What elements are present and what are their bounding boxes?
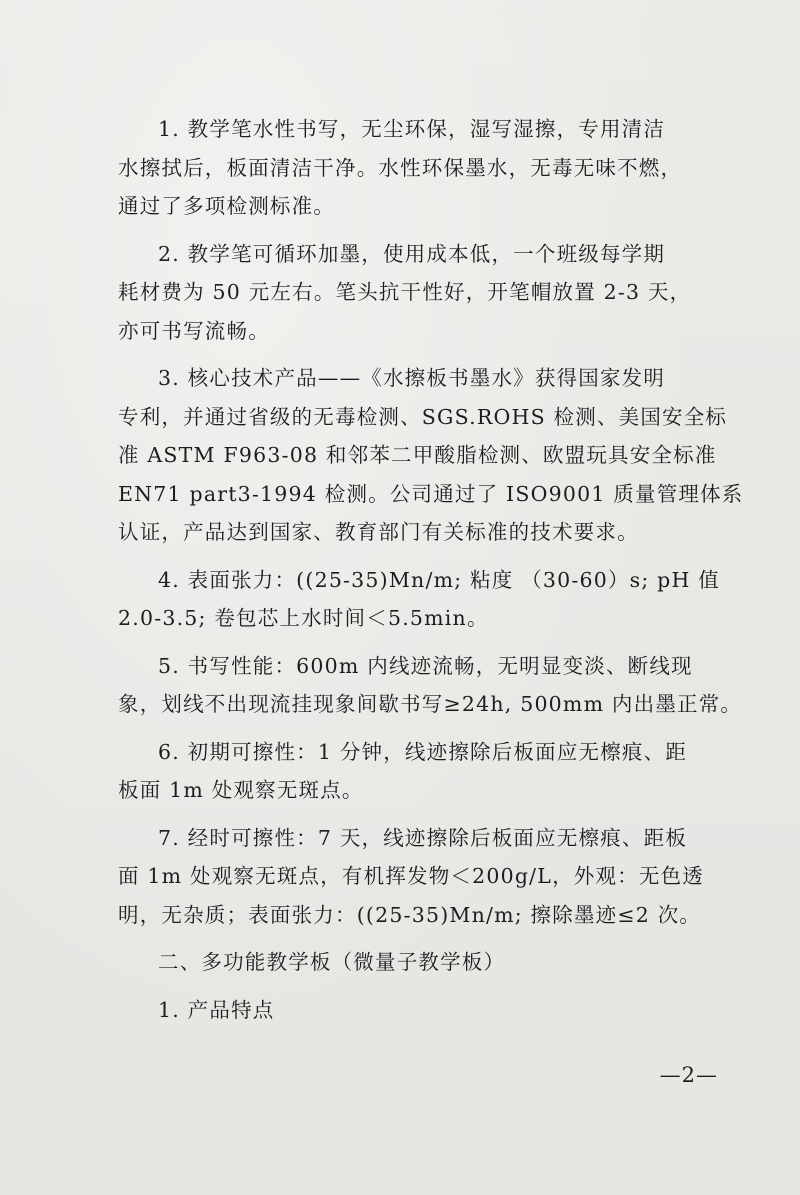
sub-heading: 1. 产品特点 [158, 997, 275, 1022]
paragraph-line: 面 1m 处观察无斑点，有机挥发物＜200g/L，外观：无色透 [118, 864, 704, 888]
document-body [118, 110, 744, 1038]
paragraph-5 [118, 647, 743, 724]
paragraph-line: 板面 1m 处观察无斑点。 [118, 778, 364, 802]
paragraph-line: 2. 教学笔可循环加墨，使用成本低，一个班级每学期 [158, 241, 666, 266]
paragraph-line: 认证，产品达到国家、教育部门有关标准的技术要求。 [118, 520, 639, 544]
paragraph-line: 准 ASTM F963-08 和邻苯二甲酸脂检测、欧盟玩具安全标准 [118, 443, 717, 467]
paragraph-line: 5. 书写性能：600m 内线迹流畅，无明显变淡、断线现 [158, 653, 693, 678]
paragraph-line: 2.0-3.5; 卷包芯上水时间＜5.5min。 [118, 606, 489, 630]
paragraph-line: 耗材费为 50 元左右。笔头抗干性好，开笔帽放置 2-3 天， [118, 280, 692, 304]
paragraph-line: 7. 经时可擦性：7 天，线迹擦除后板面应无檫痕、距板 [158, 825, 688, 850]
paragraph-line: 通过了多项检测标准。 [118, 194, 335, 218]
paragraph-line: 4. 表面张力：((25-35)Mn/m; 粘度 （30-60）s; pH 值 [158, 567, 721, 592]
section-heading: 二、多功能教学板（微量子教学板） [158, 950, 506, 974]
paragraph-2 [118, 235, 720, 351]
paragraph-line: EN71 part3-1994 检测。公司通过了 ISO9001 质量管理体系 [118, 481, 744, 506]
paragraph-line: 1. 教学笔水性书写，无尘环保，湿写湿擦，专用清洁 [158, 117, 666, 141]
paragraph-line: 3. 核心技术产品——《水擦板书墨水》获得国家发明 [158, 366, 666, 390]
paragraph-1 [118, 110, 720, 226]
paragraph-line: 明，无杂质；表面张力：((25-35)Mn/m; 擦除墨迹≤2 次。 [118, 902, 702, 927]
paragraph-6 [118, 733, 720, 810]
page-number: —2— [659, 1063, 718, 1087]
paragraph-line: 专利，并通过省级的无毒检测、SGS.ROHS 检测、美国安全标 [118, 404, 728, 429]
paragraph-line: 亦可书写流畅。 [118, 318, 270, 343]
paragraph-7 [118, 819, 720, 935]
paragraph-4 [118, 561, 720, 638]
paragraph-line: 6. 初期可擦性：1 分钟，线迹擦除后板面应无檫痕、距 [158, 739, 688, 764]
paragraph-3 [118, 359, 744, 552]
paragraph-line: 象，划线不出现流挂现象间歇书写≥24h, 500mm 内出墨正常。 [118, 692, 743, 716]
paragraph-line: 水擦拭后，板面清洁干净。水性环保墨水，无毒无味不燃， [118, 155, 683, 180]
